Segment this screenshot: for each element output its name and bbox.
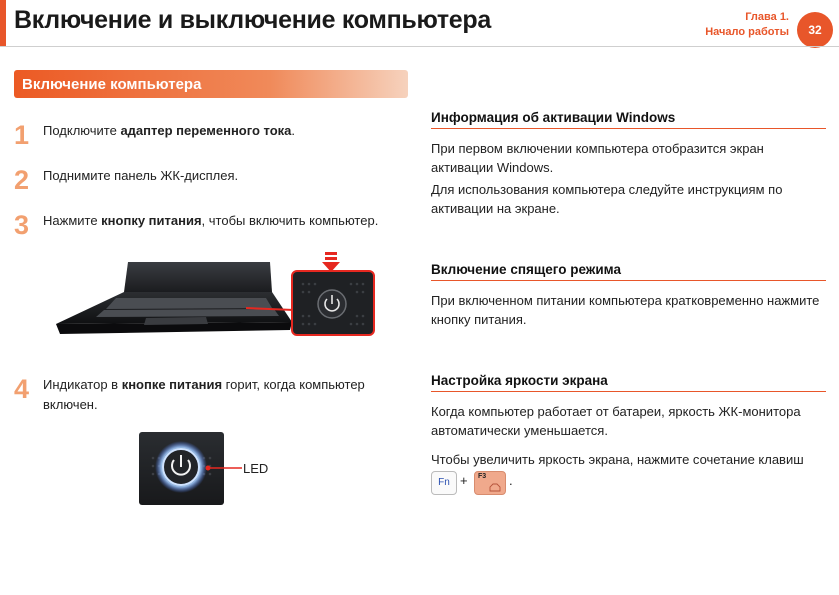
- step-3-text-a: Нажмите: [43, 213, 102, 228]
- step-4-text-b: горит, когда компьютер включен.: [43, 377, 365, 412]
- step-3-text-b: , чтобы включить компьютер.: [201, 213, 379, 228]
- step-4-number: 4: [14, 374, 30, 404]
- step-2-text-a: Поднимите панель ЖК-дисплея.: [43, 168, 239, 183]
- step-3-number: 3: [14, 210, 30, 240]
- key-period: .: [509, 473, 513, 488]
- header-divider: [0, 46, 839, 47]
- step-4-text-a: Индикатор в: [43, 377, 122, 392]
- power-button-callout: [291, 270, 375, 336]
- brightness-text-1: Когда компьютер работает от батареи, яркость ЖК-монитора автоматически уменьшается.: [431, 404, 801, 438]
- step-1-text-a: Подключите: [43, 123, 121, 138]
- chapter-name: Начало работы: [705, 26, 789, 38]
- led-pointer-line: [204, 462, 242, 474]
- power-button-closeup: [293, 272, 373, 334]
- step-1-number: 1: [14, 120, 30, 150]
- f3-brightness-key-icon: [474, 471, 506, 495]
- step-4-text: [43, 375, 403, 415]
- page-title: Включение и выключение компьютера: [14, 6, 491, 34]
- header-accent-bar: [0, 0, 6, 46]
- step-3-text-bold: кнопку питания: [101, 213, 202, 228]
- activation-text-2: Для использования компьютера следуйте инструкциям по активации на экране.: [431, 182, 783, 216]
- brightness-text-2: Чтобы увеличить яркость экрана, нажмите сочетание клавиш: [431, 452, 804, 467]
- step-1-text-b: .: [291, 123, 296, 138]
- press-arrow-icon: [320, 252, 342, 272]
- step-2-text: [43, 166, 403, 186]
- page-number-badge: 32: [797, 12, 833, 48]
- fn-key-icon: Fn: [431, 471, 457, 495]
- activation-heading: Информация об активации Windows: [431, 110, 826, 129]
- step-2-number: 2: [14, 165, 30, 195]
- led-label: LED: [243, 461, 269, 476]
- step-4-text-bold: кнопке питания: [121, 377, 223, 392]
- laptop-illustration: [46, 258, 296, 358]
- sleep-text: При включенном питании компьютера кратковременно нажмите кнопку питания.: [431, 293, 820, 327]
- section-header: [14, 70, 408, 98]
- activation-text-1: При первом включении компьютера отобразится экран активации Windows.: [431, 141, 764, 175]
- f3-key-label: F3: [478, 473, 487, 480]
- step-3-text: [43, 211, 413, 231]
- chapter-number: Глава 1.: [745, 11, 789, 23]
- key-plus: +: [460, 473, 468, 488]
- brightness-heading: Настройка яркости экрана: [431, 373, 826, 392]
- brightness-up-icon: [489, 482, 501, 492]
- chapter-label: [705, 10, 789, 40]
- step-1-text-bold: адаптер переменного тока: [120, 123, 292, 138]
- section-title: Включение компьютера: [22, 76, 202, 93]
- step-1-text: [43, 121, 403, 141]
- sleep-heading: Включение спящего режима: [431, 262, 826, 281]
